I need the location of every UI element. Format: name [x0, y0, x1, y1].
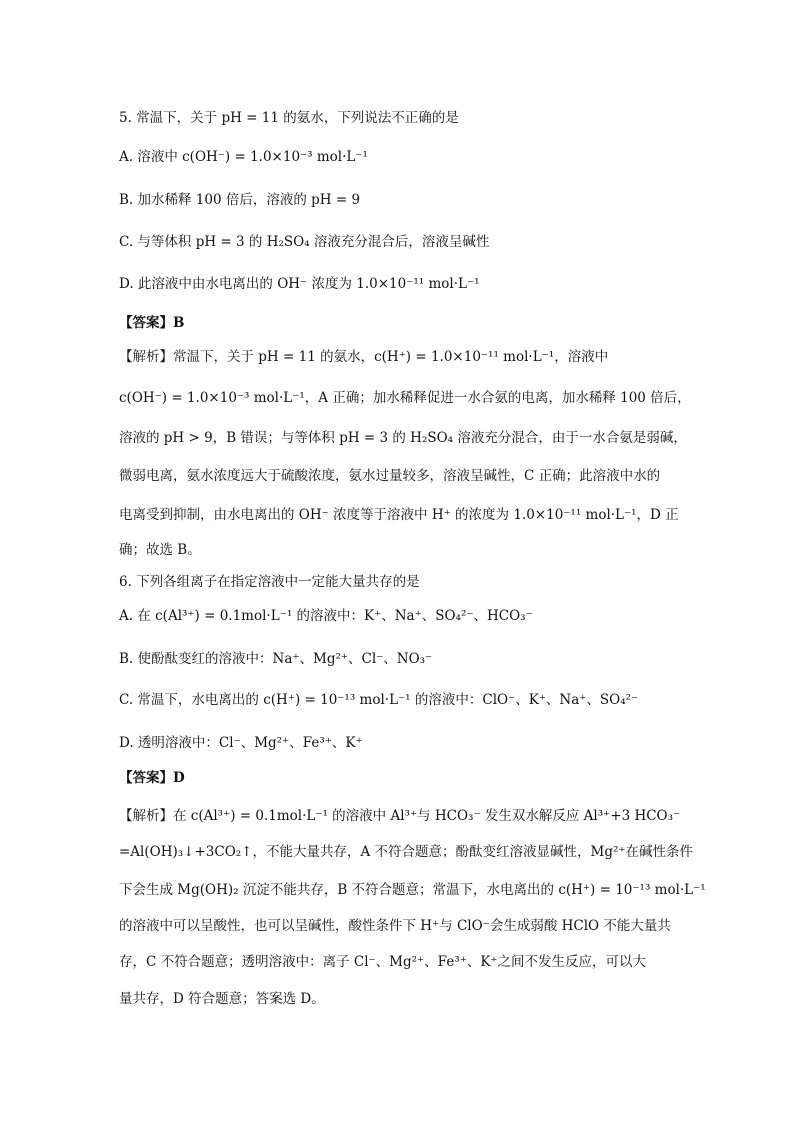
- q6-analysis-line-5: 存，C 不符合题意；透明溶液中：离子 Cl⁻、Mg²⁺、Fe³⁺、K⁺之间不发生反应，可以大: [119, 954, 647, 970]
- q6-analysis-line-1: 【解析】在 c(Al³⁺) = 0.1mol·L⁻¹ 的溶液中 Al³⁺与 HCO₃⁻ 发生双水解反应 Al³⁺+3 HCO₃⁻: [119, 808, 681, 824]
- q6-analysis-line-4: 的溶液中可以呈酸性，也可以呈碱性，酸性条件下 H⁺与 ClO⁻会生成弱酸 HClO 不能大量共: [119, 918, 671, 934]
- q5-analysis-line-1: 【解析】常温下，关于 pH = 11 的氨水，c(H⁺) = 1.0×10⁻¹¹ mol·L⁻¹，溶液中: [119, 349, 609, 365]
- q5-answer: 【答案】B: [119, 315, 185, 331]
- q5-analysis-line-5: 电离受到抑制，由水电离出的 OH⁻ 浓度等于溶液中 H⁺ 的浓度为 1.0×10⁻¹¹ mol·L⁻¹，D 正: [119, 507, 679, 523]
- q5-analysis-line-2: c(OH⁻) = 1.0×10⁻³ mol·L⁻¹，A 正确；加水稀释促进一水合氨的电离，加水稀释 100 倍后，: [119, 390, 691, 406]
- q5-analysis-line-4: 微弱电离，氨水浓度远大于硫酸浓度，氨水过量较多，溶液呈碱性，C 正确；此溶液中水的: [119, 468, 661, 484]
- q5-option-b: B. 加水稀释 100 倍后，溶液的 pH = 9: [119, 192, 361, 208]
- q6-option-c: C. 常温下，水电离出的 c(H⁺) = 10⁻¹³ mol·L⁻¹ 的溶液中：ClO⁻、K⁺、Na⁺、SO₄²⁻: [119, 692, 639, 708]
- q5-analysis-line-3: 溶液的 pH > 9，B 错误；与等体积 pH = 3 的 H₂SO₄ 溶液充分混合，由于一水合氨是弱碱，: [119, 430, 687, 446]
- q5-analysis-line-6: 确；故选 B。: [119, 542, 201, 558]
- q6-option-b: B. 使酚酞变红的溶液中：Na⁺、Mg²⁺、Cl⁻、NO₃⁻: [119, 651, 433, 667]
- q6-answer: 【答案】D: [119, 770, 185, 786]
- q5-option-a: A. 溶液中 c(OH⁻) = 1.0×10⁻³ mol·L⁻¹: [119, 149, 368, 165]
- q6-option-d: D. 透明溶液中：Cl⁻、Mg²⁺、Fe³⁺、K⁺: [119, 735, 363, 751]
- q6-analysis-line-3: 下会生成 Mg(OH)₂ 沉淀不能共存，B 不符合题意；常温下，水电离出的 c(H⁺) = 10⁻¹³ mol·L⁻¹: [119, 882, 706, 898]
- q6-option-a: A. 在 c(Al³⁺) = 0.1mol·L⁻¹ 的溶液中：K⁺、Na⁺、SO₄²⁻、HCO₃⁻: [119, 608, 533, 624]
- q6-analysis-line-6: 量共存，D 符合题意；答案选 D。: [119, 991, 325, 1007]
- q6-analysis-line-2: =Al(OH)₃↓+3CO₂↑，不能大量共存，A 不符合题意；酚酞变红溶液显碱性，Mg²⁺在碱性条件: [119, 844, 694, 860]
- q5-stem: 5. 常温下，关于 pH = 11 的氨水，下列说法不正确的是: [119, 110, 459, 126]
- q5-option-d: D. 此溶液中由水电离出的 OH⁻ 浓度为 1.0×10⁻¹¹ mol·L⁻¹: [119, 276, 480, 292]
- q5-option-c: C. 与等体积 pH = 3 的 H₂SO₄ 溶液充分混合后，溶液呈碱性: [119, 234, 490, 250]
- q6-stem: 6. 下列各组离子在指定溶液中一定能大量共存的是: [119, 574, 420, 590]
